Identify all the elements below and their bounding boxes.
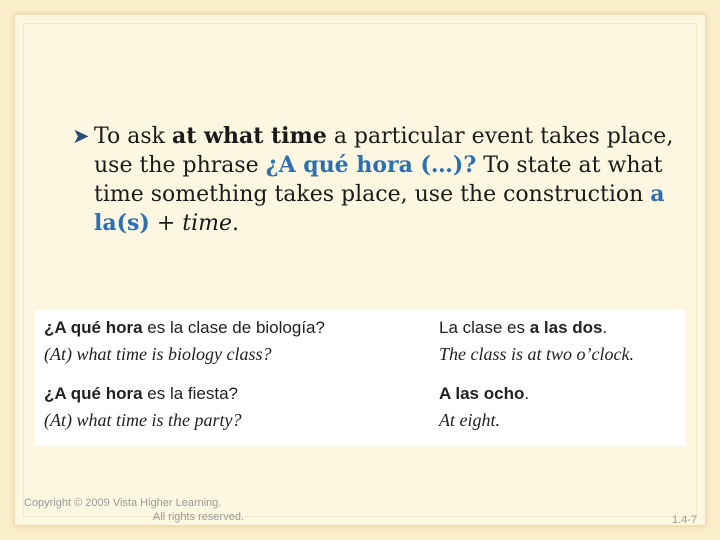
example-2-answer <box>439 383 529 405</box>
example-1-answer-gloss: The class is at two o’clock. <box>439 344 634 364</box>
bullet-phrase-a-que-hora: ¿A qué hora (…)? <box>265 152 477 178</box>
bullet-plus: + <box>149 211 183 236</box>
example-1-question <box>44 317 325 339</box>
example-2-question-gloss: (At) what time is the party? <box>44 410 242 430</box>
example-2-question <box>44 383 238 405</box>
example-1-question-rest: es la clase de biología? <box>142 318 325 337</box>
example-1-answer <box>439 317 607 339</box>
bullet-period: . <box>232 211 240 236</box>
slide-frame <box>14 14 706 526</box>
example-box <box>35 310 685 446</box>
example-2-answer-end: . <box>524 384 530 403</box>
bullet-text-1: To ask <box>94 124 172 149</box>
bullet-text-3: To state at what time something takes place, use the construction <box>94 153 663 207</box>
slide-number: 1.4-7 <box>672 514 698 526</box>
bullet-point <box>72 122 682 238</box>
example-1-question-bold: ¿A qué hora <box>44 318 143 337</box>
example-2-answer-gloss: At eight. <box>439 410 500 430</box>
example-1-answer-end: . <box>602 318 608 337</box>
bullet-time-italic: time <box>182 211 233 236</box>
example-2-answer-bold: A las ocho <box>439 384 525 403</box>
example-2-question-bold: ¿A qué hora <box>44 384 143 403</box>
example-1-question-gloss: (At) what time is biology class? <box>44 344 272 364</box>
copyright-notice <box>24 496 244 524</box>
copyright-line-2: All rights reserved. <box>152 511 244 523</box>
arrow-bullet-icon: ➤ <box>72 124 90 148</box>
example-2-question-rest: es la fiesta? <box>142 384 238 403</box>
bullet-construction-a-las: a la(s) <box>94 181 665 236</box>
example-1-answer-bold: a las dos <box>529 318 603 337</box>
example-1-answer-start: La clase es <box>439 318 530 337</box>
bullet-text-2: a particular event takes place, use the phrase <box>94 124 674 178</box>
bullet-text <box>94 122 682 238</box>
bullet-emphasis-at-what-time: at what time <box>171 123 327 149</box>
copyright-line-1: Copyright © 2009 Vista Higher Learning. <box>24 497 222 509</box>
